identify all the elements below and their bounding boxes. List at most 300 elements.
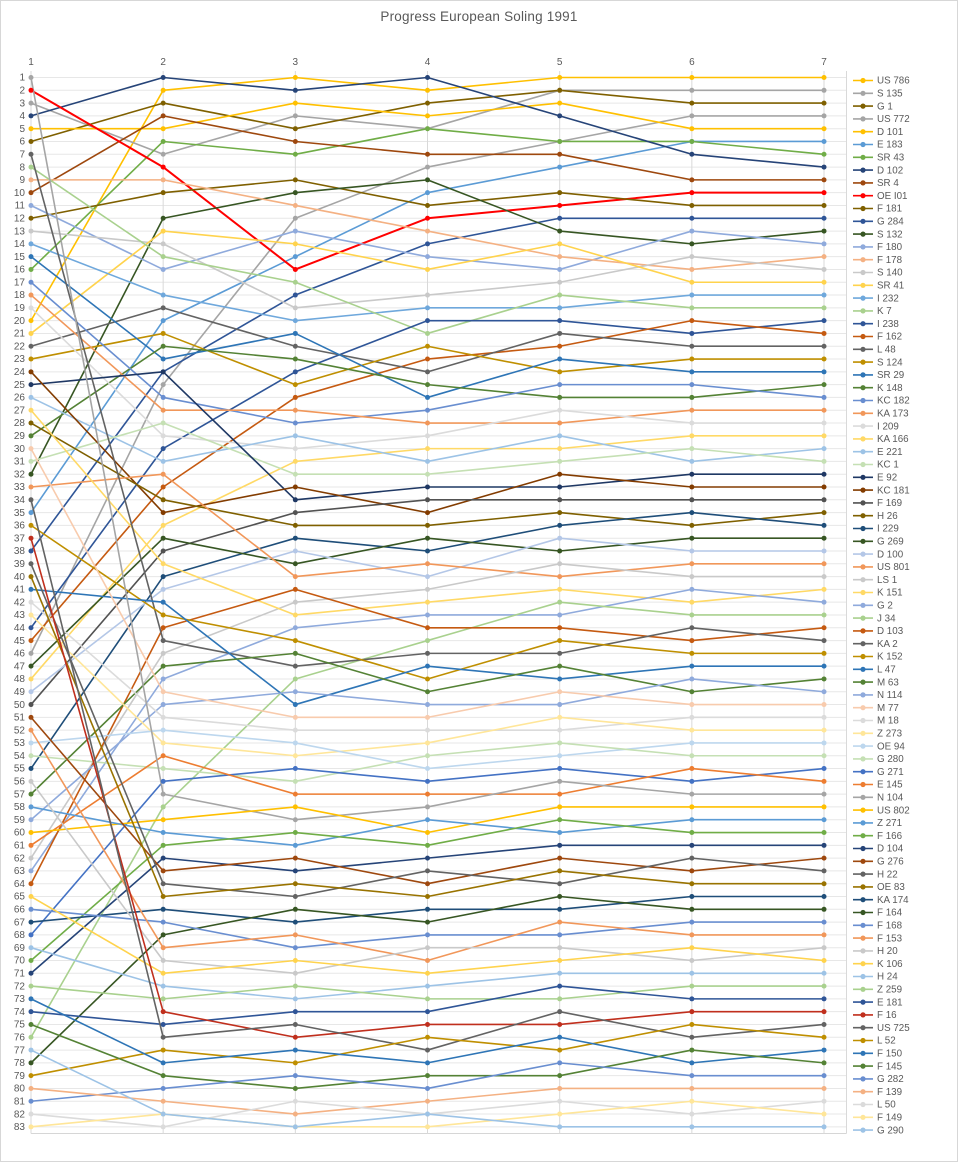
series-marker [29,728,34,733]
legend-marker-icon [860,385,865,390]
series-marker [293,267,298,272]
series-marker [29,472,34,477]
legend-label: L 52 [877,1035,896,1047]
series-marker [161,792,166,797]
series-marker [293,75,298,80]
series-marker [425,625,430,630]
series-marker [689,267,694,272]
series-marker [293,651,298,656]
series-marker [689,357,694,362]
legend-marker-icon [860,500,865,505]
series-marker [425,241,430,246]
series-marker [293,229,298,234]
series-marker [822,446,827,451]
series-marker [29,1060,34,1065]
legend-marker-icon [860,756,865,761]
y-tick-label: 9 [19,175,25,187]
legend-label: E 92 [877,472,898,484]
series-marker [425,907,430,912]
series-marker [689,996,694,1001]
legend-item [853,921,903,932]
series-marker [161,817,166,822]
series-marker [161,996,166,1001]
legend-label: F 149 [877,1112,903,1124]
legend-item [853,1125,904,1136]
legend-item [853,831,903,842]
series-marker [822,907,827,912]
y-tick-label: 36 [13,520,25,532]
legend-marker-icon [860,296,865,301]
series-marker [557,958,562,963]
series-marker [689,331,694,336]
series-marker [822,843,827,848]
series-marker [557,75,562,80]
series-marker [425,1073,430,1078]
series-marker [161,369,166,374]
series-marker [29,382,34,387]
legend-label: KA 166 [877,434,909,446]
series-marker [557,536,562,541]
series-marker [425,830,430,835]
series-marker [161,472,166,477]
legend-item [853,306,892,317]
y-tick-label: 23 [13,354,25,366]
series-marker [161,612,166,617]
series-marker [425,548,430,553]
legend-item [853,677,899,688]
series-marker [161,779,166,784]
series-marker [425,293,430,298]
series-marker [822,433,827,438]
legend-marker-icon [860,1051,865,1056]
series-marker [161,216,166,221]
series-marker [29,241,34,246]
series-marker [557,1035,562,1040]
legend-marker-icon [860,308,865,313]
series-marker [689,843,694,848]
series-marker [161,664,166,669]
series-marker [293,574,298,579]
series-marker [29,945,34,950]
series-marker [557,548,562,553]
series-marker [425,318,430,323]
series-marker [29,152,34,157]
series-marker [557,932,562,937]
y-tick-label: 30 [13,443,25,455]
series-marker [557,740,562,745]
series-marker [822,101,827,106]
series-marker [689,472,694,477]
series-marker [29,651,34,656]
series-marker [293,753,298,758]
series-marker [293,664,298,669]
legend-label: F 164 [877,907,903,919]
series-marker [29,267,34,272]
legend-item [853,485,910,496]
series-marker [425,1112,430,1117]
series-marker [557,625,562,630]
legend-label: US 786 [877,75,910,87]
legend-item [853,357,903,368]
series-marker [161,536,166,541]
legend-item [853,882,905,893]
series-marker [557,459,562,464]
series-marker [161,293,166,298]
series-marker [689,1073,694,1078]
legend-item [853,421,899,432]
legend-item [853,178,899,189]
series-marker [161,932,166,937]
y-tick-label: 63 [13,866,25,878]
series-marker [822,421,827,426]
legend-item [853,511,898,522]
y-tick-label: 19 [13,303,25,315]
legend-label: OE 83 [877,882,905,894]
legend-marker-icon [860,1076,865,1081]
series-marker [557,971,562,976]
series-marker [293,1099,298,1104]
legend-marker-icon [860,961,865,966]
series-marker [557,817,562,822]
legend-item [853,1087,902,1098]
series-marker [29,804,34,809]
series-marker [29,574,34,579]
series-marker [557,574,562,579]
legend-label: N 114 [877,690,903,702]
series-marker [822,472,827,477]
legend-label: D 104 [877,843,904,855]
series-marker [822,280,827,285]
series-marker [822,113,827,118]
series-marker [293,702,298,707]
series-marker [29,510,34,515]
series-marker [293,139,298,144]
series-marker [425,651,430,656]
x-tick-label: 5 [556,57,563,68]
y-tick-label: 37 [13,533,25,545]
series-marker [29,753,34,758]
series-marker [425,958,430,963]
series-marker [557,203,562,208]
series-marker [293,638,298,643]
series-marker [822,920,827,925]
legend-label: SR 4 [877,178,899,190]
series-marker [689,612,694,617]
series-marker [822,932,827,937]
legend-label: S 132 [877,229,903,241]
legend-marker-icon [860,718,865,723]
series-marker [161,689,166,694]
series-marker [822,971,827,976]
legend-marker-icon [860,91,865,96]
legend-marker-icon [860,424,865,429]
legend-item [853,895,909,906]
legend-label: Z 259 [877,984,903,996]
series-marker [161,497,166,502]
series-marker [822,958,827,963]
legend-label: G 282 [877,1074,904,1086]
series-marker [822,856,827,861]
series-marker [822,165,827,170]
series-marker [425,254,430,259]
series-marker [557,293,562,298]
series-marker [557,280,562,285]
legend-item [853,959,903,970]
series-marker [689,984,694,989]
series-marker [293,318,298,323]
y-tick-label: 51 [13,712,25,724]
series-marker [689,1124,694,1129]
series-marker [293,766,298,771]
series-marker [161,126,166,131]
series-marker [161,1035,166,1040]
legend-item [853,1113,902,1124]
series-marker [557,561,562,566]
series-marker [822,817,827,822]
legend-marker-icon [860,731,865,736]
series-marker [822,510,827,515]
series-marker [822,651,827,656]
series-marker [689,587,694,592]
series-marker [293,357,298,362]
series-marker [822,331,827,336]
series-marker [161,600,166,605]
legend-label: M 63 [877,677,899,689]
series-marker [557,676,562,681]
series-marker [557,945,562,950]
legend-item [853,229,903,240]
series-marker [293,446,298,451]
legend-marker-icon [860,552,865,557]
series-marker [689,190,694,195]
series-marker [293,792,298,797]
legend-label: KA 174 [877,894,909,906]
series-marker [29,856,34,861]
legend-marker-icon [860,744,865,749]
series-marker [689,126,694,131]
series-marker [161,804,166,809]
legend-marker-icon [860,257,865,262]
series-marker [425,1060,430,1065]
series-marker [557,766,562,771]
series-marker [822,1086,827,1091]
y-tick-label: 15 [13,251,25,263]
legend-item [853,908,903,919]
series-marker [29,113,34,118]
series-marker [425,702,430,707]
series-marker [557,612,562,617]
series-marker [822,625,827,630]
legend-label: H 20 [877,946,898,958]
series-marker [689,229,694,234]
legend-label: SR 43 [877,152,905,164]
series-marker [29,766,34,771]
legend-item [853,409,909,420]
series-marker [822,382,827,387]
legend-item [853,434,909,445]
series-marker [425,1022,430,1027]
y-tick-label: 4 [19,111,25,123]
series-marker [557,216,562,221]
legend-label: I 209 [877,421,899,433]
y-tick-label: 40 [13,571,25,583]
legend-item [853,242,903,253]
legend-marker-icon [860,1025,865,1030]
series-marker [293,715,298,720]
series-marker [161,1073,166,1078]
series-marker [161,267,166,272]
series-marker [161,382,166,387]
series-marker [161,702,166,707]
legend-label: US 725 [877,1022,910,1034]
legend-label: G 269 [877,536,904,548]
y-tick-label: 2 [19,85,25,97]
series-marker [689,485,694,490]
legend-label: US 802 [877,805,910,817]
legend-label: I 229 [877,523,899,535]
series-marker [425,817,430,822]
series-marker [161,305,166,310]
series-marker [293,881,298,886]
series-marker [293,408,298,413]
legend-item [853,1074,904,1085]
series-marker [689,459,694,464]
y-tick-label: 71 [13,968,25,980]
series-marker [161,574,166,579]
legend-item [853,332,902,343]
series-marker [557,1086,562,1091]
series-marker [425,868,430,873]
series-marker [29,587,34,592]
y-tick-label: 16 [13,264,25,276]
series-marker [689,804,694,809]
series-marker [293,1009,298,1014]
legend-label: KC 182 [877,395,910,407]
series-marker [293,561,298,566]
legend-label: F 166 [877,830,903,842]
legend-marker-icon [860,488,865,493]
series-marker [689,971,694,976]
series-marker [822,894,827,899]
series-marker [161,894,166,899]
legend-label: J 34 [877,613,896,625]
series-marker [822,523,827,528]
series-marker [689,177,694,182]
series-marker [29,1035,34,1040]
legend-label: F 181 [877,203,903,215]
series-marker [161,177,166,182]
series-marker [29,792,34,797]
series-marker [822,868,827,873]
series-marker [161,984,166,989]
series-marker [425,395,430,400]
y-tick-label: 26 [13,392,25,404]
legend-label: F 178 [877,254,903,266]
legend-label: M 18 [877,715,899,727]
series-marker [822,715,827,720]
series-marker [293,126,298,131]
legend-label: SR 29 [877,370,905,382]
series-marker [689,958,694,963]
series-marker [29,702,34,707]
legend-label: H 26 [877,510,898,522]
series-marker [29,715,34,720]
series-marker [293,1048,298,1053]
y-tick-label: 79 [13,1070,25,1082]
series-marker [425,510,430,515]
series-marker [689,1022,694,1027]
legend-marker-icon [860,974,865,979]
series-marker [29,1112,34,1117]
series-marker [161,766,166,771]
series-marker [425,1035,430,1040]
legend-label: KA 2 [877,638,898,650]
series-marker [557,689,562,694]
series-marker [161,254,166,259]
series-marker [822,1099,827,1104]
y-tick-label: 56 [13,776,25,788]
y-tick-label: 21 [13,328,25,340]
series-marker [822,267,827,272]
series-marker [293,203,298,208]
series-marker [557,305,562,310]
series-marker [557,779,562,784]
series-marker [425,421,430,426]
series-marker [161,241,166,246]
progress-bump-chart [1,1,959,1163]
series-marker [161,561,166,566]
y-tick-label: 7 [19,149,25,161]
legend-item [853,537,904,548]
series-marker [557,984,562,989]
legend-label: I 238 [877,318,899,330]
series-marker [425,1009,430,1014]
legend-marker-icon [860,948,865,953]
legend-marker-icon [860,782,865,787]
legend-marker-icon [860,219,865,224]
series-marker [425,382,430,387]
series-marker [689,369,694,374]
series-marker [822,587,827,592]
series-marker [689,408,694,413]
legend-label: G 290 [877,1125,904,1137]
series-marker [689,1048,694,1053]
series-marker [293,293,298,298]
series-marker [161,1099,166,1104]
series-marker [29,203,34,208]
series-marker [161,113,166,118]
series-marker [425,728,430,733]
legend-marker-icon [860,411,865,416]
legend-item [853,652,903,663]
series-marker [29,344,34,349]
series-marker [161,459,166,464]
series-marker [689,932,694,937]
legend-item [853,204,902,215]
series-marker [689,1060,694,1065]
series-marker [293,868,298,873]
series-marker [29,971,34,976]
y-tick-label: 47 [13,661,25,673]
legend-marker-icon [860,846,865,851]
series-marker [557,1099,562,1104]
y-tick-label: 8 [19,162,25,174]
series-marker [557,638,562,643]
legend-item [853,793,904,804]
legend-label: KA 173 [877,408,909,420]
y-tick-label: 22 [13,341,25,353]
series-marker [29,433,34,438]
